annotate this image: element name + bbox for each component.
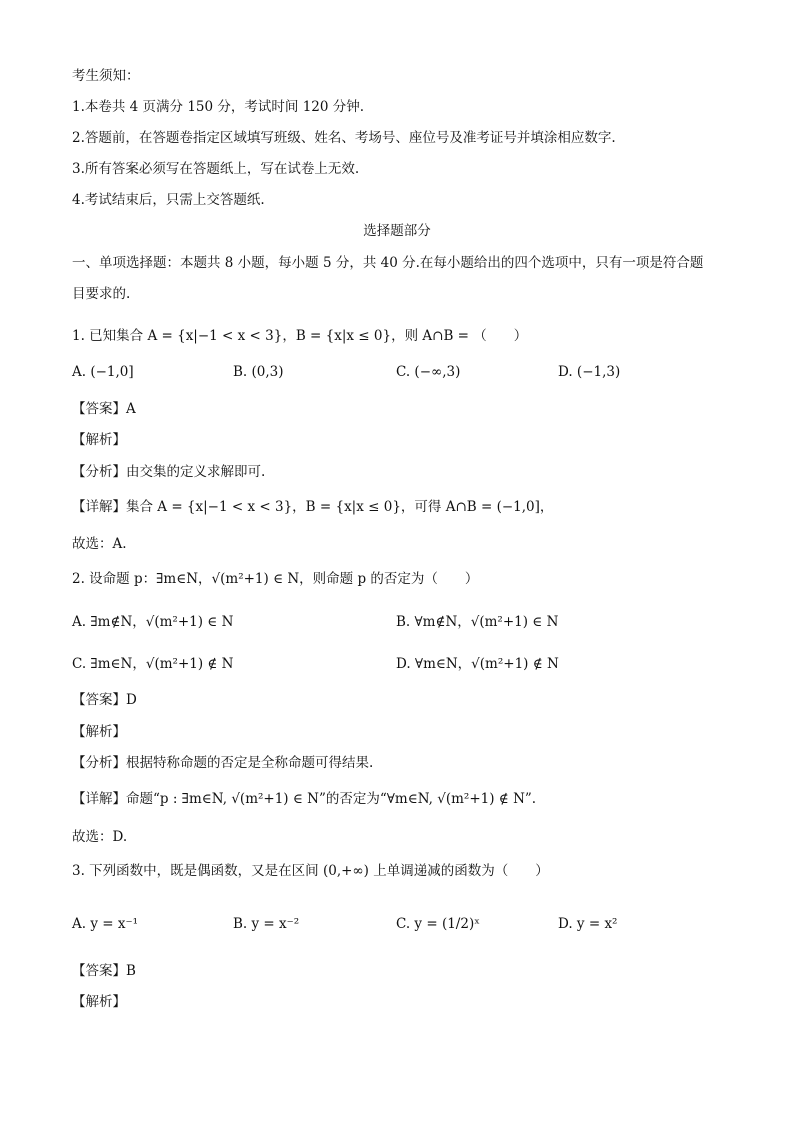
q3-option-c: C. y = (1/2)ˣ [396, 916, 480, 932]
notice-item-1: 1.本卷共 4 页满分 150 分，考试时间 120 分钟. [72, 99, 365, 115]
q1-option-b: B. (0,3) [233, 364, 284, 380]
notice-item-4: 4.考试结束后，只需上交答题纸. [72, 192, 265, 208]
notice-item-2: 2.答题前，在答题卷指定区域填写班级、姓名、考场号、座位号及准考证号并填涂相应数字. [72, 130, 616, 146]
q3-answer: 【答案】B [72, 963, 136, 979]
q2-fenxi: 【分析】根据特称命题的否定是全称命题可得结果. [72, 755, 374, 771]
q3-jiexi: 【解析】 [72, 994, 126, 1010]
q3-stem: 3. 下列函数中，既是偶函数，又是在区间 (0,+∞) 上单调递减的函数为（ ） [72, 863, 549, 879]
q2-choose: 故选：D. [72, 829, 128, 845]
q3-option-b: B. y = x⁻² [233, 916, 300, 932]
q1-jiexi: 【解析】 [72, 432, 126, 448]
q2-answer: 【答案】D [72, 692, 137, 708]
q2-jiexi: 【解析】 [72, 724, 126, 740]
q3-option-d: D. y = x² [558, 916, 618, 932]
q2-xiangjie: 【详解】命题“p : ∃m∈N, √(m²+1) ∈ N”的否定为“∀m∈N, √(m²+1) ∉ N”. [72, 791, 537, 807]
q2-option-c: C. ∃m∈N，√(m²+1) ∉ N [72, 656, 234, 672]
q1-choose: 故选：A. [72, 536, 127, 552]
q1-option-a: A. (−1,0] [72, 364, 134, 380]
q2-option-b: B. ∀m∉N，√(m²+1) ∈ N [396, 614, 559, 630]
q1-answer: 【答案】A [72, 401, 136, 417]
section-title: 选择题部分 [363, 223, 431, 239]
q1-xiangjie: 【详解】集合 A = {x|−1 < x < 3}，B = {x|x ≤ 0}，可得 A∩B = (−1,0]， [72, 499, 554, 515]
q1-option-c: C. (−∞,3) [396, 364, 461, 380]
q1-option-d: D. (−1,3) [558, 364, 621, 380]
q2-stem: 2. 设命题 p：∃m∈N，√(m²+1) ∈ N，则命题 p 的否定为（ ） [72, 571, 479, 587]
part-heading: 一、单项选择题：本题共 8 小题，每小题 5 分，共 40 分.在每小题给出的四个选项中，只有一项是符合题 [72, 255, 704, 271]
part-heading-cont: 目要求的. [72, 286, 131, 302]
q1-stem: 1. 已知集合 A = {x|−1 < x < 3}，B = {x|x ≤ 0}，则 A∩B = （ ） [72, 328, 528, 344]
q2-option-a: A. ∃m∉N，√(m²+1) ∈ N [72, 614, 234, 630]
q3-option-a: A. y = x⁻¹ [72, 916, 139, 932]
notice-title: 考生须知： [72, 68, 140, 84]
notice-item-3: 3.所有答案必须写在答题纸上，写在试卷上无效. [72, 161, 360, 177]
q1-fenxi: 【分析】由交集的定义求解即可. [72, 464, 266, 480]
q2-option-d: D. ∀m∈N，√(m²+1) ∉ N [396, 656, 559, 672]
